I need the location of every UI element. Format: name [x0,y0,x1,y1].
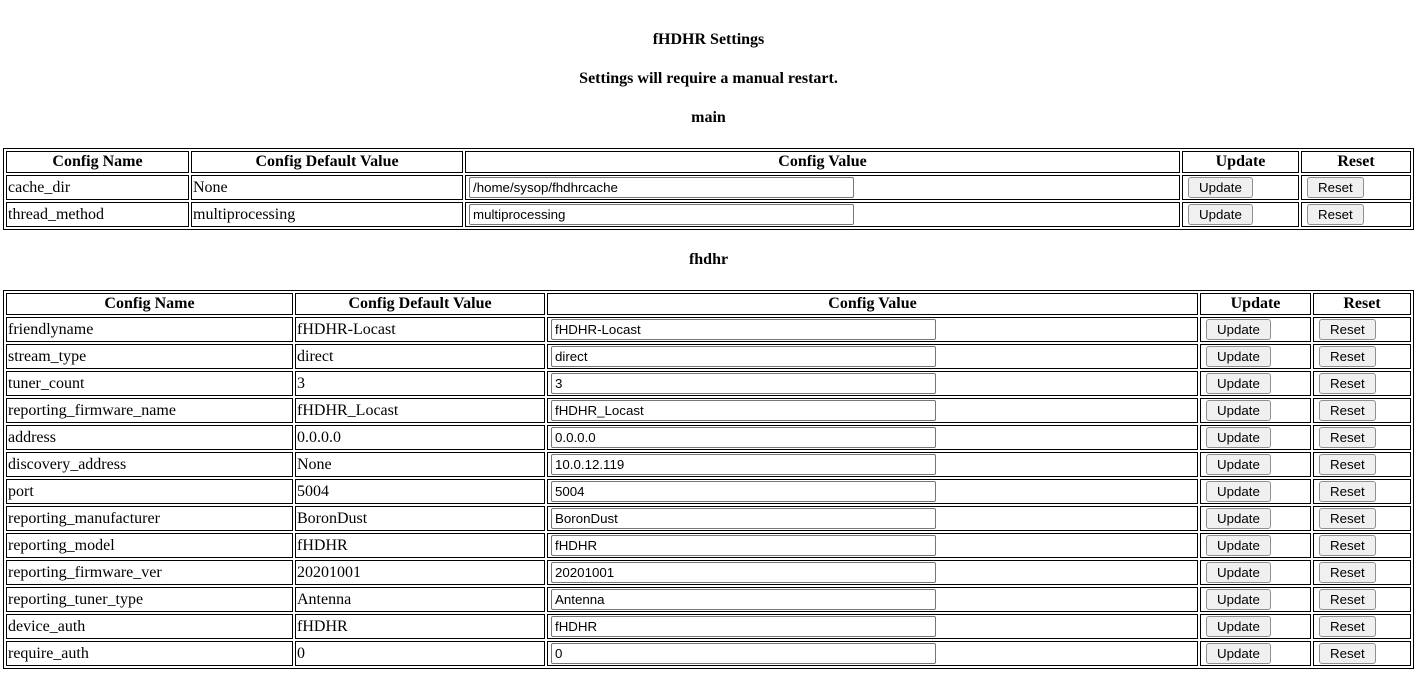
update-cell [1200,344,1311,369]
config-table-fhdhr [3,290,1414,669]
update-cell [1200,479,1311,504]
config-value-cell [465,202,1180,227]
config-default-cell: multiprocessing [191,202,463,227]
update-button-require_auth[interactable]: Update [1206,643,1271,664]
config-value-cell [547,317,1198,342]
col-header-config-default-value: Config Default Value [191,151,463,173]
page-title: fHDHR Settings [652,31,765,48]
update-button-reporting_model[interactable]: Update [1206,535,1271,556]
config-row-thread_method [6,202,1411,227]
config-value-cell [547,587,1198,612]
update-cell [1200,641,1311,666]
config-value-input-cache_dir[interactable] [469,177,854,198]
config-row-reporting_firmware_ver [6,560,1411,585]
config-value-input-reporting_firmware_ver[interactable] [551,562,936,583]
header-row [6,293,1411,315]
reset-cell [1313,344,1411,369]
col-header-reset: Reset [1301,151,1411,173]
config-row-cache_dir [6,175,1411,200]
config-name-cell: reporting_model [6,533,293,558]
config-value-input-device_auth[interactable] [551,616,936,637]
col-header-config-value: Config Value [547,293,1198,315]
config-name-cell: tuner_count [6,371,293,396]
config-default-cell: 5004 [295,479,545,504]
update-button-friendlyname[interactable]: Update [1206,319,1271,340]
update-cell [1200,587,1311,612]
config-name-cell: stream_type [6,344,293,369]
reset-button-reporting_firmware_ver[interactable]: Reset [1319,562,1376,583]
config-name-cell: thread_method [6,202,189,227]
reset-button-thread_method[interactable]: Reset [1307,204,1364,225]
config-value-cell [547,398,1198,423]
reset-cell [1313,479,1411,504]
col-header-reset: Reset [1313,293,1411,315]
config-row-reporting_tuner_type [6,587,1411,612]
reset-cell [1313,587,1411,612]
update-cell [1200,560,1311,585]
reset-cell [1313,560,1411,585]
config-name-cell: reporting_manufacturer [6,506,293,531]
config-row-port [6,479,1411,504]
update-cell [1200,506,1311,531]
config-table-main [3,148,1414,230]
update-button-port[interactable]: Update [1206,481,1271,502]
config-value-cell [547,371,1198,396]
reset-button-reporting_manufacturer[interactable]: Reset [1319,508,1376,529]
config-value-cell [547,452,1198,477]
reset-button-address[interactable]: Reset [1319,427,1376,448]
col-header-config-value: Config Value [465,151,1180,173]
config-value-input-stream_type[interactable] [551,346,936,367]
config-value-input-friendlyname[interactable] [551,319,936,340]
config-value-input-reporting_manufacturer[interactable] [551,508,936,529]
reset-cell [1313,371,1411,396]
config-value-input-address[interactable] [551,427,936,448]
config-default-cell: fHDHR-Locast [295,317,545,342]
reset-button-reporting_model[interactable]: Reset [1319,535,1376,556]
config-value-input-discovery_address[interactable] [551,454,936,475]
reset-cell [1313,614,1411,639]
config-value-input-require_auth[interactable] [551,643,936,664]
config-value-cell [547,506,1198,531]
config-row-tuner_count [6,371,1411,396]
update-cell [1200,371,1311,396]
reset-cell [1313,641,1411,666]
reset-cell [1313,317,1411,342]
reset-button-port[interactable]: Reset [1319,481,1376,502]
config-default-cell: BoronDust [295,506,545,531]
config-value-cell [547,344,1198,369]
section-title-main: main [691,109,726,126]
header-row [6,151,1411,173]
config-default-cell: None [191,175,463,200]
reset-button-reporting_firmware_name[interactable]: Reset [1319,400,1376,421]
reset-cell [1313,506,1411,531]
update-button-stream_type[interactable]: Update [1206,346,1271,367]
col-header-config-name: Config Name [6,151,189,173]
config-name-cell: port [6,479,293,504]
config-default-cell: fHDHR [295,533,545,558]
config-default-cell: None [295,452,545,477]
config-default-cell: fHDHR_Locast [295,398,545,423]
update-cell [1200,317,1311,342]
config-value-cell [547,614,1198,639]
reset-cell [1313,425,1411,450]
config-default-cell: fHDHR [295,614,545,639]
update-button-reporting_firmware_name[interactable]: Update [1206,400,1271,421]
config-default-cell: 0 [295,641,545,666]
config-name-cell: reporting_tuner_type [6,587,293,612]
update-cell [1200,614,1311,639]
update-button-address[interactable]: Update [1206,427,1271,448]
reset-button-require_auth[interactable]: Reset [1319,643,1376,664]
config-value-cell [465,175,1180,200]
config-value-cell [547,560,1198,585]
section-title-fhdhr: fhdhr [688,251,729,268]
config-name-cell: friendlyname [6,317,293,342]
config-default-cell: 20201001 [295,560,545,585]
reset-button-stream_type[interactable]: Reset [1319,346,1376,367]
reset-cell [1301,175,1411,200]
config-name-cell: reporting_firmware_ver [6,560,293,585]
config-row-reporting_model [6,533,1411,558]
config-value-input-thread_method[interactable] [469,204,854,225]
col-header-config-name: Config Name [6,293,293,315]
config-default-cell: 0.0.0.0 [295,425,545,450]
col-header-update: Update [1200,293,1311,315]
config-value-cell [547,425,1198,450]
reset-cell [1313,452,1411,477]
reset-cell [1313,533,1411,558]
update-button-tuner_count[interactable]: Update [1206,373,1271,394]
update-button-reporting_manufacturer[interactable]: Update [1206,508,1271,529]
update-cell [1200,452,1311,477]
config-value-input-reporting_tuner_type[interactable] [551,589,936,610]
restart-notice: Settings will require a manual restart. [579,70,838,87]
config-value-input-reporting_model[interactable] [551,535,936,556]
config-row-stream_type [6,344,1411,369]
update-button-thread_method[interactable]: Update [1188,204,1253,225]
config-row-friendlyname [6,317,1411,342]
config-value-input-reporting_firmware_name[interactable] [551,400,936,421]
config-row-reporting_firmware_name [6,398,1411,423]
config-default-cell: Antenna [295,587,545,612]
update-button-discovery_address[interactable]: Update [1206,454,1271,475]
reset-cell [1301,202,1411,227]
config-row-reporting_manufacturer [6,506,1411,531]
update-button-device_auth[interactable]: Update [1206,616,1271,637]
reset-button-reporting_tuner_type[interactable]: Reset [1319,589,1376,610]
reset-button-device_auth[interactable]: Reset [1319,616,1376,637]
reset-button-tuner_count[interactable]: Reset [1319,373,1376,394]
update-cell [1182,175,1299,200]
config-value-input-port[interactable] [551,481,936,502]
config-name-cell: require_auth [6,641,293,666]
update-button-reporting_firmware_ver[interactable]: Update [1206,562,1271,583]
reset-cell [1313,398,1411,423]
update-button-reporting_tuner_type[interactable]: Update [1206,589,1271,610]
config-row-address [6,425,1411,450]
update-cell [1200,398,1311,423]
config-default-cell: 3 [295,371,545,396]
config-name-cell: device_auth [6,614,293,639]
update-cell [1200,533,1311,558]
reset-button-cache_dir[interactable]: Reset [1307,177,1364,198]
reset-button-friendlyname[interactable]: Reset [1319,319,1376,340]
config-value-cell [547,533,1198,558]
config-name-cell: address [6,425,293,450]
config-value-input-tuner_count[interactable] [551,373,936,394]
config-table-body-fhdhr [6,317,1411,666]
col-header-config-default-value: Config Default Value [295,293,545,315]
config-table-body-main [6,175,1411,227]
config-value-cell [547,641,1198,666]
update-cell [1182,202,1299,227]
config-name-cell: reporting_firmware_name [6,398,293,423]
reset-button-discovery_address[interactable]: Reset [1319,454,1376,475]
col-header-update: Update [1182,151,1299,173]
config-name-cell: cache_dir [6,175,189,200]
update-cell [1200,425,1311,450]
config-row-discovery_address [6,452,1411,477]
config-row-require_auth [6,641,1411,666]
config-row-device_auth [6,614,1411,639]
config-default-cell: direct [295,344,545,369]
config-name-cell: discovery_address [6,452,293,477]
config-value-cell [547,479,1198,504]
update-button-cache_dir[interactable]: Update [1188,177,1253,198]
